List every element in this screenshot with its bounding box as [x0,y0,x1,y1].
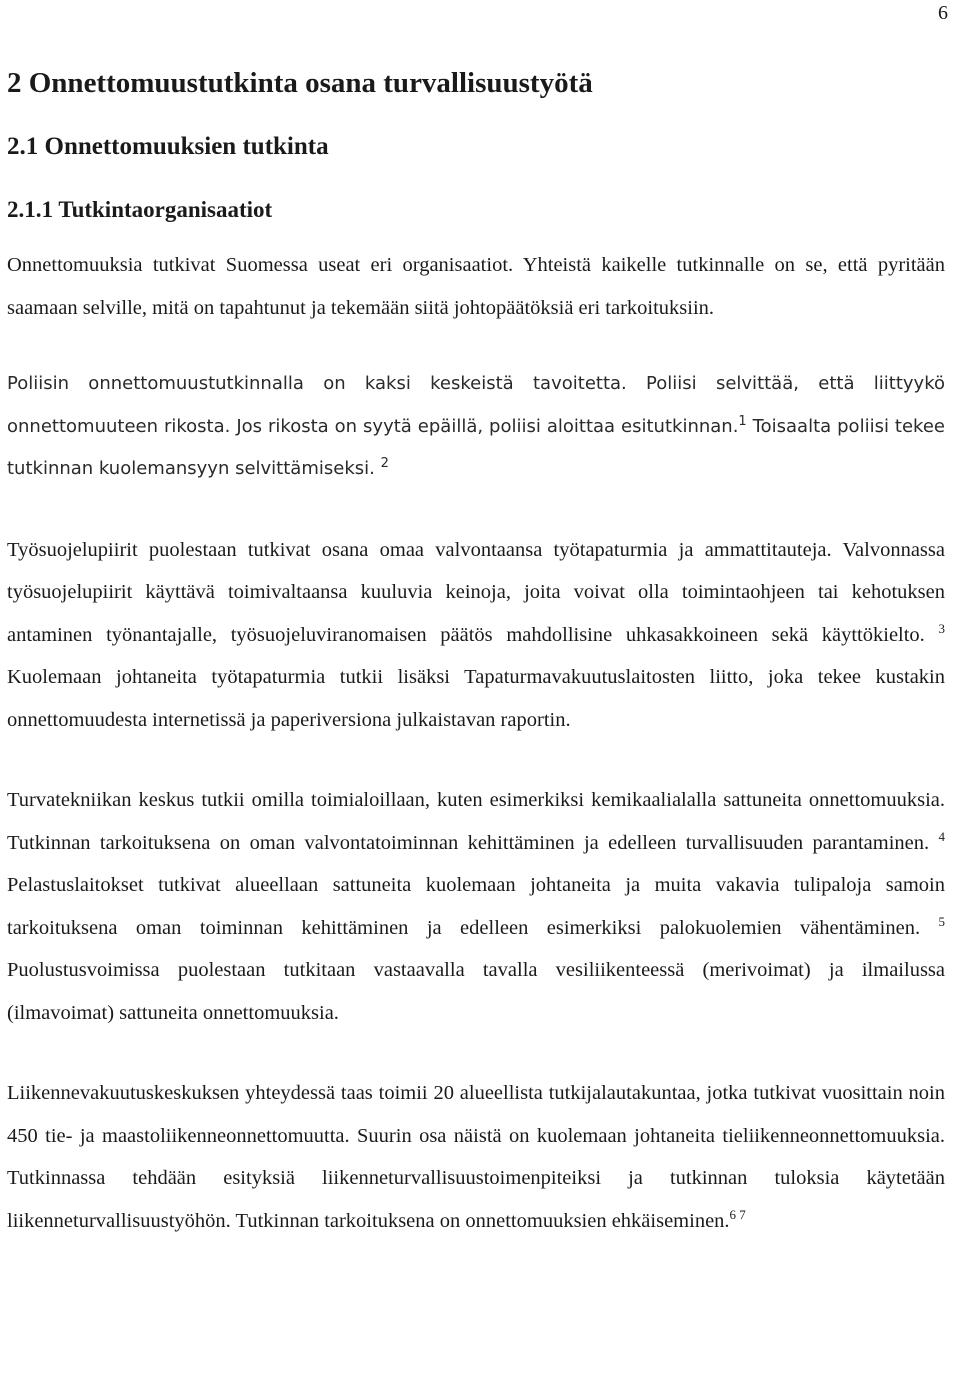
paragraph-text: Liikennevakuutuskeskuksen yhteydessä taas toimii 20 alueellista tutkijalautakuntaa, jotka tutkivat vuosittain noin 450 tie- ja maastoliikenneonnettomuutta. Suurin osa näistä on kuolemaan johtaneita tieliikenneonnettomuuksia. Tutkinnassa tehdään esityksiä liikenneturvallisuustoimenpiteiksi ja tutkinnan tuloksia käytetään liikenneturvallisuustyöhön. Tutkinnan tarkoituksena on onnettomuuksien ehkäiseminen. [7,1082,945,1232]
footnote-ref: 2 [380,456,389,471]
section-heading: 2.1 Onnettomuuksien tutkinta [7,133,329,160]
paragraph-traffic-insurance [7,1072,945,1242]
footnote-ref: 4 [938,828,945,844]
footnote-ref: 1 [738,413,747,429]
footnote-ref: 3 [938,620,945,636]
paragraph-text: Turvatekniikan keskus tutkii omilla toimialoillaan, kuten esimerkiksi kemikaalialalla sattuneita onnettomuuksia. Tutkinnan tarkoituksena on oman valvontatoiminnan kehittäminen ja edelleen turvallisuuden parantaminen. [7,789,945,854]
footnote-ref: 5 [938,913,945,929]
paragraph-text: Toisaalta poliisi tekee tutkinnan kuolemansyyn selvittämiseksi. [7,415,945,479]
paragraph-text: Työsuojelupiirit puolestaan tutkivat osana omaa valvontaansa työtapaturmia ja ammattitauteja. Valvonnassa työsuojelupiirit käyttävä toimivaltaansa kuuluvia keinoja, joita voivat olla toimintaohjeen tai kehotuksen antaminen työnantajalle, työsuojeluviranomaisen päätös mahdollisine uhkasakkoineen sekä käyttökielto. [7,538,945,646]
paragraph-occupational-safety [7,529,945,742]
paragraph-text: Puolustusvoimissa puolestaan tutkitaan vastaavalla tavalla vesiliikenteessä (merivoimat) ja ilmailussa (ilmavoimat) sattuneita onnettomuuksia. [7,959,945,1024]
page-number: 6 [938,2,948,24]
paragraph-organisations: Onnettomuuksia tutkivat Suomessa useat eri organisaatiot. Yhteistä kaikelle tutkinnalle on se, että pyritään saamaan selville, mitä on tapahtunut ja tekemään siitä johtopäätöksiä eri tarkoituksiin. [7,254,945,319]
paragraph-safety-technology [7,779,945,1034]
chapter-heading: 2 Onnettomuustutkinta osana turvallisuustyötä [7,67,593,99]
paragraph-police [7,363,945,491]
subsection-heading: 2.1.1 Tutkintaorganisaatiot [7,197,273,222]
document-body [7,62,945,1242]
footnote-ref: 6 7 [729,1206,746,1222]
paragraph-text: Poliisin onnettomuustutkinnalla on kaksi keskeistä tavoitetta. Poliisi selvittää, että liittyykö onnettomuuteen rikosta. Jos rikosta on syytä epäillä, poliisi aloittaa esitutkinnan. [7,373,945,437]
paragraph-text: Kuolemaan johtaneita työtapaturmia tutkii lisäksi Tapaturmavakuutuslaitosten liitto, joka tekee kustakin onnettomuudesta internetissä ja paperiversiona julkaistavan raportin. [7,666,945,731]
paragraph-text: Pelastuslaitokset tutkivat alueellaan sattuneita kuolemaan johtaneita ja muita vakavia tulipaloja samoin tarkoituksena oman toiminnan kehittäminen ja edelleen esimerkiksi palokuolemien vähentäminen. [7,874,945,939]
